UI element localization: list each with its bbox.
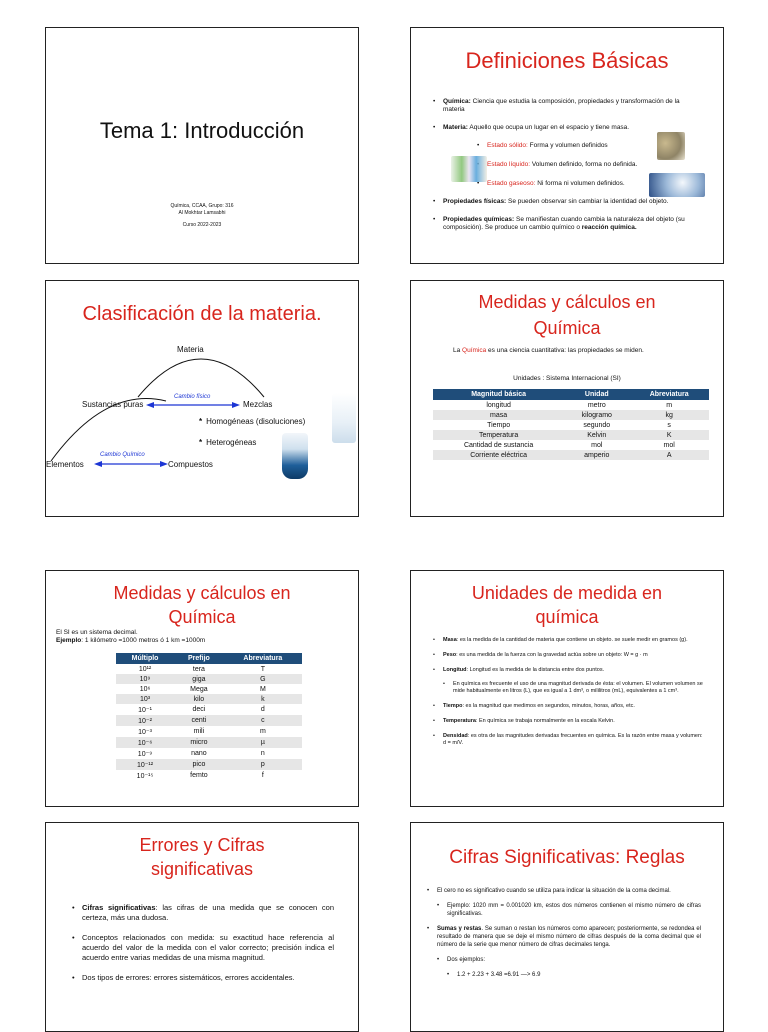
- node-sustancias: Sustancias puras: [82, 400, 144, 409]
- list-item: • Peso: es una medida de la fuerza con la gravedad actúa sobre un objeto: W = g · m: [433, 652, 703, 659]
- slide-8: [410, 822, 724, 1032]
- table-header: Múltiplo: [116, 653, 174, 664]
- table-row: longitud metro m: [486, 401, 673, 409]
- list-item: • Masa: es la medida de la cantidad de materia que contiene un objeto. se suele medir en gramos (g).: [433, 637, 703, 644]
- arrowhead: [232, 402, 240, 408]
- arrowhead: [160, 461, 168, 467]
- table-row: 10⁻⁹ nano n: [137, 750, 265, 758]
- list-item: • Dos ejemplos:: [437, 956, 701, 964]
- table-row: 10⁹ giga G: [116, 674, 302, 684]
- table-row: 10⁻¹² pico p: [116, 759, 302, 770]
- list-item: • Dos tipos de errores: errores sistemáticos, errores accidentales.: [72, 973, 334, 983]
- author-line: Al Mokhtar Lamsabhi: [178, 210, 226, 216]
- arrowhead: [94, 461, 102, 467]
- table-header: Magnitud básica: [433, 389, 564, 400]
- node-heterogeneas: * Heterogéneas: [199, 438, 257, 447]
- list-item: • Química: Ciencia que estudia la composición, propiedades y transformación de la materia: [433, 98, 697, 114]
- bullet-list: [427, 887, 701, 979]
- label-cambio-fisico: Cambio físico: [174, 394, 211, 400]
- table-row: Cantidad de sustancia mol mol: [463, 441, 675, 449]
- table-row: 10⁻¹ deci d: [138, 706, 265, 714]
- table-row: 10⁻¹⁵ femto f: [136, 772, 264, 780]
- slide-title: Unidades de medida en química: [471, 583, 663, 627]
- list-item: • En química es frecuente el uso de una magnitud derivada de ésta: el volumen. El volumen volumen se mide habitualmente en litros (L), que es igual a 1 dm³, o mililitros (mL), equivalentes a 1 cm³.: [443, 681, 703, 695]
- list-item: • Materia: Aquello que ocupa un lugar en el espacio y tiene masa.: [433, 124, 697, 132]
- list-item: • Propiedades físicas: Se pueden observar sin cambiar la identidad del objeto.: [433, 198, 701, 206]
- sub-list: [477, 142, 673, 188]
- beaker-image: [332, 393, 356, 443]
- table-header-row: [433, 389, 709, 400]
- bullet-list: [433, 637, 703, 747]
- list-item: • Longitud: Longitud es la medida de la distancia entre dos puntos.: [433, 667, 703, 674]
- minerals-image: [657, 132, 685, 160]
- table-row: Tiempo segundo s: [487, 421, 671, 429]
- slide-title: Tema 1: Introducción: [99, 118, 305, 143]
- list-item: • El cero no es significativo cuando se utiliza para indicar la situación de la coma decimal.: [427, 887, 701, 895]
- slide-4: [410, 280, 724, 517]
- list-item: • Estado líquido: Volumen definido, forma no definida.: [477, 161, 673, 169]
- node-homogeneas: * Homogéneas (disoluciones): [199, 417, 306, 426]
- table-header-row: [116, 653, 302, 664]
- node-materia: Materia: [177, 345, 204, 354]
- table-row: 10³ kilo k: [116, 694, 302, 704]
- table-row: 10⁻³ mili m: [138, 728, 266, 736]
- table-row: 10⁶ Mega M: [139, 685, 266, 693]
- list-item: • Densidad: es otra de las magnitudes derivadas frecuentes en química. Es la razón entre masa y volumen: d = m/V.: [433, 733, 703, 747]
- slide-3: [45, 280, 359, 517]
- si-units-table: [433, 389, 709, 460]
- list-item: • Temperatura: En química se trabaja normalmente en la escala Kelvin.: [433, 718, 703, 725]
- example-line: Ejemplo: 1 kilómetro =1000 metros ó 1 km =1000m: [56, 637, 206, 644]
- slide-title: Cifras Significativas: Reglas: [449, 847, 685, 868]
- flasks-image: [451, 156, 487, 182]
- steam-image: [649, 173, 705, 197]
- slide-title: Medidas y cálculos en Química: [478, 292, 656, 338]
- slide-1: [45, 27, 359, 264]
- list-item: • Sumas y restas. Se suman o restan los números como aparecen; posteriormente, se redondea el resultado de manera que se deje el mismo número de cifras después de la coma decimal que el número de la serie que menor número de cifras decimales tenga.: [427, 925, 701, 949]
- table-row: 10⁻⁶ micro µ: [116, 737, 302, 748]
- flask-image: [282, 433, 308, 479]
- table-header: Unidad: [564, 389, 629, 400]
- table-header: Prefijo: [174, 653, 224, 664]
- slide-title: Clasificación de la materia.: [82, 303, 322, 325]
- list-item: • Propiedades químicas: Se manifiestan cuando cambia la naturaleza del objeto (su composición). Se produce un cambio químico o reacción química.: [433, 216, 701, 232]
- label-cambio-quimico: Cambio Químico: [100, 452, 145, 458]
- table-header: Abreviatura: [224, 653, 302, 664]
- table-row: 10⁻² centi c: [116, 715, 302, 726]
- slide-title: Definiciones Básicas: [465, 48, 669, 73]
- prefix-table: [116, 653, 302, 781]
- list-item: • Cifras significativas: las cifras de una medida que se conocen con certeza, más una dudosa.: [72, 903, 334, 923]
- author-line: Química, CCAA, Grupo: 316: [170, 203, 234, 209]
- arrowhead: [146, 402, 154, 408]
- list-item: • 1.2 + 2.23 + 3.48 =6.91 —> 6.9: [447, 971, 701, 979]
- table-header: Abreviatura: [629, 389, 709, 400]
- list-item: • Estado sólido: Forma y volumen definidos: [477, 142, 673, 150]
- table-subtitle: Unidades : Sistema Internacional (SI): [513, 375, 621, 382]
- table-row: masa kilogramo kg: [433, 410, 709, 420]
- slide-6: [410, 570, 724, 807]
- list-item: • Conceptos relacionados con medida: su exactitud hace referencia al acuerdo del valor de la medida con el valor correcto; precisión indica el acuerdo entre varias medidas de una misma magnitud.: [72, 933, 334, 963]
- bullet-list: [72, 903, 334, 983]
- slide-2: [410, 27, 724, 264]
- node-mezclas: Mezclas: [243, 400, 273, 409]
- table-row: Temperatura Kelvin K: [433, 430, 709, 440]
- bullet-list: [433, 198, 701, 232]
- arc-materia: [138, 359, 264, 397]
- node-elementos: Elementos: [46, 460, 84, 469]
- slide-7: [45, 822, 359, 1032]
- list-item: • Ejemplo: 1020 mm = 0.001020 km, estos dos números contienen el mismo número de cifras significativas.: [437, 902, 701, 918]
- slide-5: [45, 570, 359, 807]
- slide-title: Errores y Cifras significativas: [139, 835, 265, 879]
- course-line: Curso 2022-2023: [182, 222, 222, 228]
- node-compuestos: Compuestos: [168, 460, 213, 469]
- list-item: • Estado gaseoso: Ni forma ni volumen definidos.: [477, 180, 673, 188]
- list-item: • Tiempo: es la magnitud que medimos en segundos, minutos, horas, años, etc.: [433, 703, 703, 710]
- intro-text: La Química es una ciencia cuantitativa: las propiedades se miden.: [453, 347, 644, 354]
- table-row: 10¹² tera T: [138, 665, 266, 673]
- table-row: Corriente eléctrica amperio A: [433, 450, 709, 460]
- intro-line: El SI es un sistema decimal.: [56, 629, 138, 636]
- slide-title: Medidas y cálculos en Química: [113, 583, 291, 627]
